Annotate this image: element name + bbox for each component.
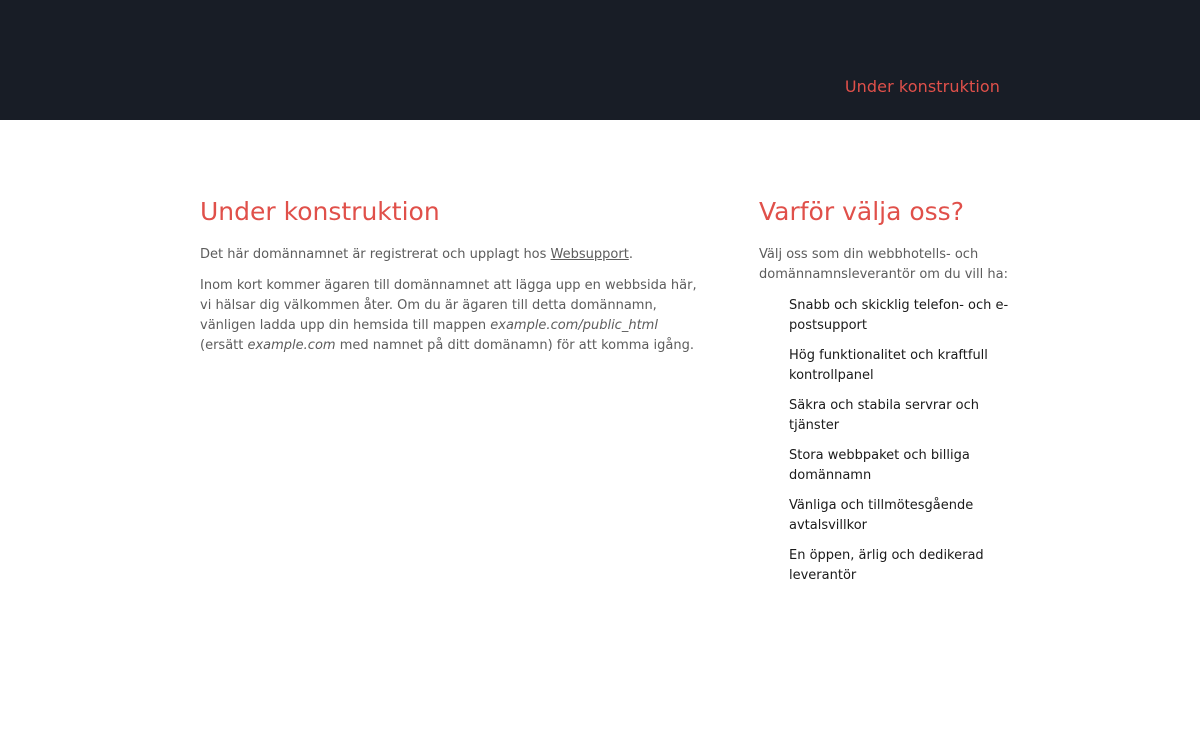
- feature-list: [759, 296, 1009, 586]
- body-paragraph: [200, 276, 700, 356]
- public-html-path: example.com/public_html: [490, 318, 658, 333]
- feature-item-provider: En öppen, ärlig och dedikerad leverantör: [789, 548, 984, 583]
- websupport-link[interactable]: Websupport: [550, 247, 629, 262]
- main-content: [200, 196, 700, 367]
- feature-item-support: Snabb och skicklig telefon- och e-postsupport: [789, 298, 1009, 333]
- body-text-2: (ersätt: [200, 338, 248, 353]
- body-text-3: med namnet på ditt domänamn) för att komma igång.: [335, 338, 694, 353]
- body-text-1: Inom kort kommer ägaren till domännamnet att lägga upp en webbsida här, vi hälsar dig välkommen åter. Om du är ägaren till detta domännamn, vänligen ladda upp din hemsida till mappen: [200, 278, 697, 333]
- intro-text: Det här domännamnet är registrerat och upplagt hos: [200, 247, 551, 262]
- sidebar-intro: Välj oss som din webbhotells- och domännamnsleverantör om du vill ha:: [759, 247, 1008, 282]
- site-header: [0, 0, 1200, 120]
- page-title: Under konstruktion: [200, 197, 440, 226]
- example-domain: example.com: [247, 338, 336, 353]
- intro-end: .: [628, 247, 633, 262]
- feature-item-packages: Stora webbpaket och billiga domännamn: [789, 448, 970, 483]
- intro-paragraph: [200, 245, 700, 265]
- feature-item-control-panel: Hög funktionalitet och kraftfull kontrollpanel: [789, 348, 988, 383]
- header-title: Under konstruktion: [844, 77, 1000, 96]
- feature-item-servers: Säkra och stabila servrar och tjänster: [789, 398, 980, 433]
- sidebar-title: Varför välja oss?: [759, 197, 964, 226]
- feature-item-terms: Vänliga och tillmötesgående avtalsvillkor: [789, 498, 974, 533]
- sidebar: [759, 196, 1009, 596]
